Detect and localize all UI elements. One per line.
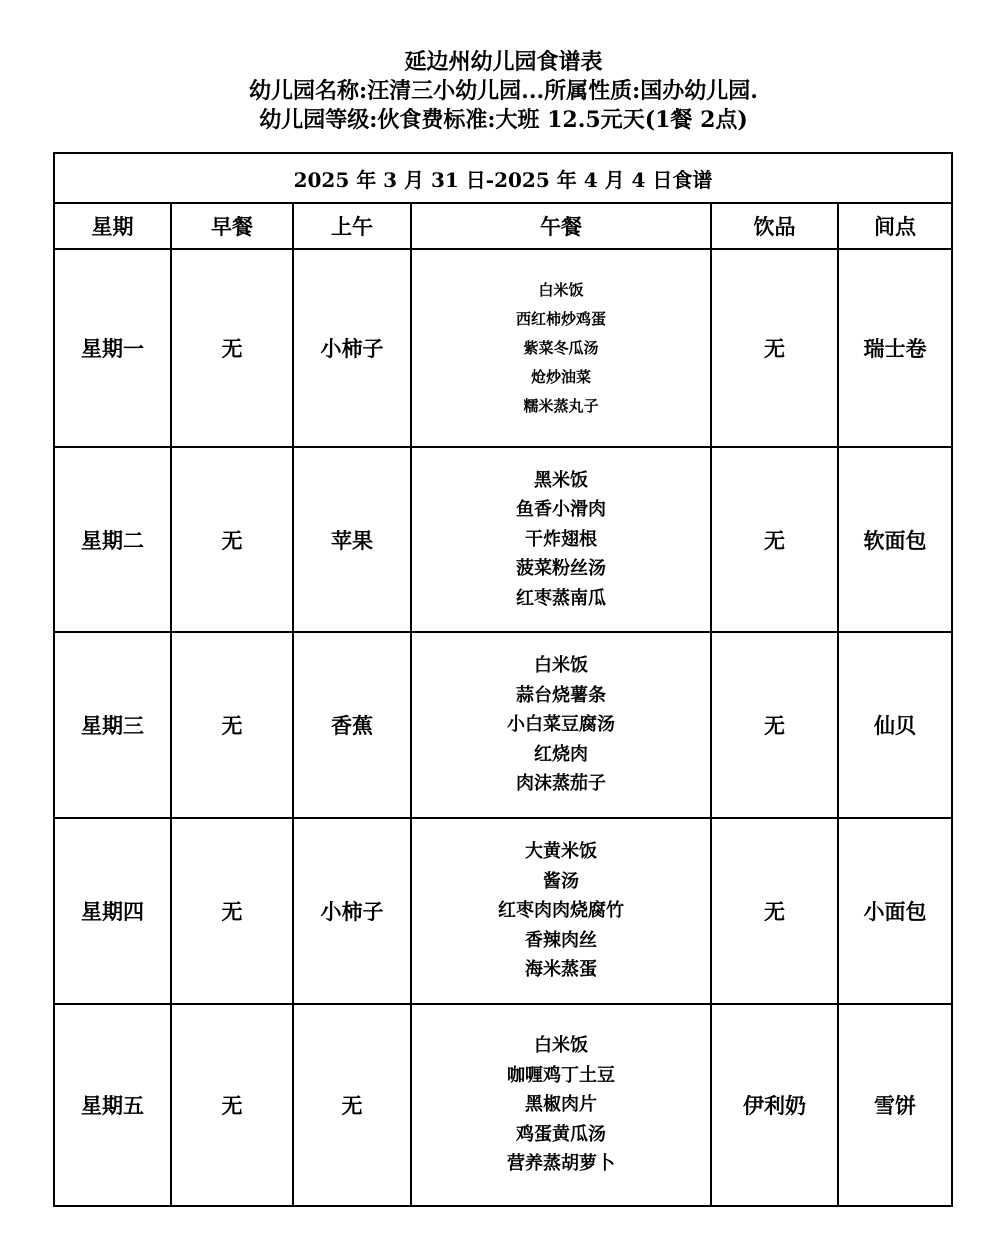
- lunch-item: 鱼香小滑肉: [516, 499, 606, 521]
- morning-cell: 无: [293, 1004, 411, 1206]
- lunch-item: 酱汤: [543, 870, 579, 892]
- breakfast-cell: 无: [171, 249, 293, 447]
- breakfast-cell: 无: [171, 1004, 293, 1206]
- lunch-item: 紫菜冬瓜汤: [523, 338, 599, 357]
- morning-cell: 香蕉: [293, 632, 411, 818]
- lunch-item: 白米饭: [538, 280, 584, 299]
- table-row: [54, 632, 952, 818]
- snack-cell: 仙贝: [838, 632, 952, 818]
- table-row: [54, 1004, 952, 1206]
- day-cell: 星期五: [54, 1004, 171, 1206]
- lunch-list: [412, 1031, 710, 1179]
- lunch-cell: [411, 1004, 711, 1206]
- column-header-drink: 饮品: [711, 203, 838, 249]
- breakfast-cell: 无: [171, 447, 293, 632]
- lunch-item: 蒜台烧薯条: [516, 684, 606, 706]
- lunch-item: 小白菜豆腐汤: [507, 714, 615, 736]
- lunch-item: 海米蒸蛋: [525, 959, 597, 981]
- morning-cell: 小柿子: [293, 249, 411, 447]
- lunch-item: 香辣肉丝: [525, 929, 597, 951]
- document-title: 延边州幼儿园食谱表: [404, 49, 603, 75]
- day-cell: 星期四: [54, 818, 171, 1004]
- lunch-list: [412, 651, 710, 799]
- lunch-list: [412, 837, 710, 985]
- morning-cell: 小柿子: [293, 818, 411, 1004]
- lunch-item: 菠菜粉丝汤: [516, 558, 606, 580]
- breakfast-cell: 无: [171, 818, 293, 1004]
- lunch-item: 红烧肉: [534, 743, 588, 765]
- table-row: [54, 447, 952, 632]
- morning-cell: 苹果: [293, 447, 411, 632]
- breakfast-cell: 无: [171, 632, 293, 818]
- document-header: [0, 48, 1007, 135]
- date-range-row: [54, 153, 952, 203]
- lunch-item: 营养蒸胡萝卜: [507, 1153, 615, 1175]
- lunch-item: 鸡蛋黄瓜汤: [516, 1123, 606, 1145]
- table-row: [54, 249, 952, 447]
- lunch-cell: [411, 447, 711, 632]
- day-cell: 星期三: [54, 632, 171, 818]
- lunch-cell: [411, 818, 711, 1004]
- lunch-list: [412, 276, 710, 421]
- kindergarten-info: 幼儿园名称:汪清三小幼儿园...所属性质:国办幼儿园.: [249, 78, 758, 104]
- lunch-item: 炝炒油菜: [530, 367, 591, 386]
- column-header-row: [54, 203, 952, 249]
- lunch-item: 黑椒肉片: [525, 1094, 597, 1116]
- fee-standard-info: 幼儿园等级:伙食费标准:大班 12.5元天(1餐 2点): [259, 107, 748, 133]
- column-header-lunch: 午餐: [411, 203, 711, 249]
- table-row: [54, 818, 952, 1004]
- lunch-item: 白米饭: [534, 655, 588, 677]
- drink-cell: 无: [711, 249, 838, 447]
- lunch-list: [412, 466, 710, 614]
- lunch-item: 干炸翅根: [525, 528, 597, 550]
- lunch-item: 大黄米饭: [525, 841, 597, 863]
- column-header-breakfast: 早餐: [171, 203, 293, 249]
- drink-cell: 无: [711, 632, 838, 818]
- lunch-cell: [411, 249, 711, 447]
- lunch-cell: [411, 632, 711, 818]
- lunch-item: 咖喱鸡丁土豆: [507, 1064, 615, 1086]
- column-header-day: 星期: [54, 203, 171, 249]
- column-header-morning: 上午: [293, 203, 411, 249]
- drink-cell: 无: [711, 447, 838, 632]
- lunch-item: 肉沫蒸茄子: [516, 773, 606, 795]
- date-range: 2025 年 3 月 31 日-2025 年 4 月 4 日食谱: [54, 153, 952, 203]
- drink-cell: 伊利奶: [711, 1004, 838, 1206]
- lunch-item: 白米饭: [534, 1035, 588, 1057]
- lunch-item: 黑米饭: [534, 469, 588, 491]
- weekly-menu-table: [53, 152, 953, 1207]
- drink-cell: 无: [711, 818, 838, 1004]
- snack-cell: 雪饼: [838, 1004, 952, 1206]
- lunch-item: 糯米蒸丸子: [523, 396, 599, 415]
- lunch-item: 红枣蒸南瓜: [516, 587, 606, 609]
- snack-cell: 小面包: [838, 818, 952, 1004]
- column-header-snack: 间点: [838, 203, 952, 249]
- day-cell: 星期二: [54, 447, 171, 632]
- snack-cell: 软面包: [838, 447, 952, 632]
- day-cell: 星期一: [54, 249, 171, 447]
- lunch-item: 红枣肉肉烧腐竹: [498, 900, 624, 922]
- lunch-item: 西红柿炒鸡蛋: [515, 309, 606, 328]
- snack-cell: 瑞士卷: [838, 249, 952, 447]
